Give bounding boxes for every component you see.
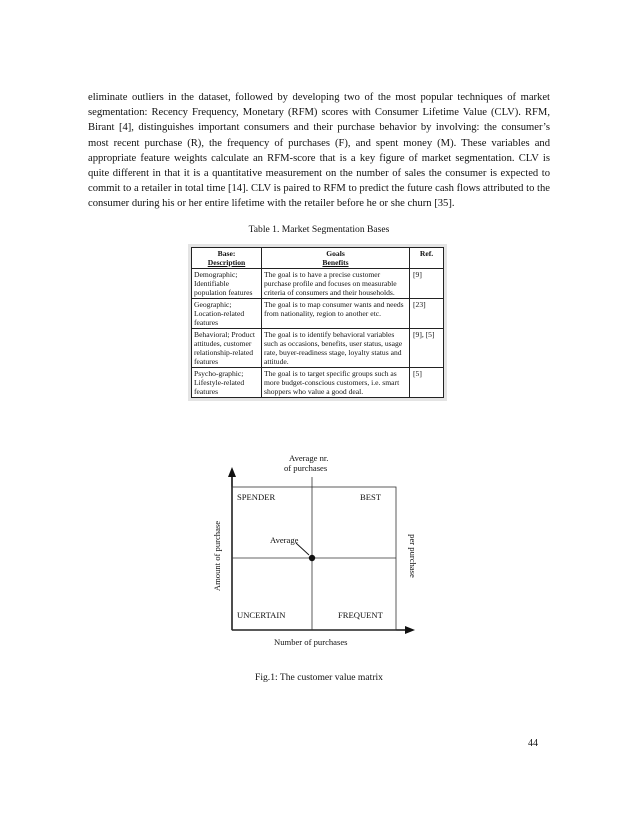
table-row <box>192 269 444 299</box>
header-goals-bottom: Benefits <box>322 258 349 267</box>
matrix-diagram <box>212 455 427 660</box>
row-ref: [23] <box>410 299 444 329</box>
header-base <box>192 248 262 269</box>
header-base-top: Base: <box>217 249 236 258</box>
header-base-bottom: Description <box>207 258 246 267</box>
x-axis-arrowhead <box>405 626 415 634</box>
row-goal: The goal is to map consumer wants and needs from nationality, region to another etc. <box>262 299 410 329</box>
body-paragraph: eliminate outliers in the dataset, followed by developing two of the most popular techniques of market segmentation: Recency Frequency, Monetary (RFM) scores with Consumer Lifetime Value (CLV). RFM, Birant [4], distinguishes important consumers and their purchase behavior by involving: the consumer’s most recent purchase (R), the frequency of purchases (F), and spent money (M). These variables and appropriate feature weights calculate an RFM-score that is a key figure of market segmentation. CLV is quite different in that it is a quantitative measurement on the number of sales the consumer is expected to commit to a retailer in total time [14]. CLV is paired to RFM to predict the future cash flows attributed to the consumer during his or her entire lifetime with the retailer before he or she churn [35]. <box>88 92 550 210</box>
row-ref: [9] <box>410 269 444 299</box>
customer-value-matrix <box>212 455 427 660</box>
average-point <box>309 555 315 561</box>
center-average-label: Average <box>270 535 299 545</box>
row-base: Behavioral; Product attitudes, customer relationship-related features <box>192 329 262 368</box>
quadrant-best: BEST <box>360 492 382 502</box>
table-row <box>192 368 444 398</box>
row-ref: [5] <box>410 368 444 398</box>
header-goals-top: Goals <box>326 249 345 258</box>
table-row <box>192 329 444 368</box>
row-base: Demographic; Identifiable population features <box>192 269 262 299</box>
table-row <box>192 299 444 329</box>
header-ref-label: Ref. <box>419 249 434 258</box>
row-goal: The goal is to target specific groups such as more budget-conscious customers, i.e. smart shoppers who value a good deal. <box>262 368 410 398</box>
quadrant-uncertain: UNCERTAIN <box>237 610 286 620</box>
right-axis-label: per purchase <box>408 534 418 578</box>
header-ref <box>410 248 444 269</box>
figure-caption: Fig.1: The customer value matrix <box>255 672 383 683</box>
table-header-row <box>192 248 444 269</box>
row-base: Psycho-graphic; Lifestyle-related features <box>192 368 262 398</box>
table-caption: Table 1. Market Segmentation Bases <box>248 224 390 235</box>
row-ref: [9], [5] <box>410 329 444 368</box>
quadrant-spender: SPENDER <box>237 492 276 502</box>
page-number: 44 <box>528 738 538 749</box>
left-axis-label: Amount of purchase <box>212 520 222 592</box>
top-axis-label-2: of purchases <box>284 463 328 473</box>
segmentation-table <box>191 247 444 398</box>
row-goal: The goal is to have a precise customer purchase profile and focuses on measurable criteria of consumers and their households. <box>262 269 410 299</box>
quadrant-frequent: FREQUENT <box>338 610 383 620</box>
header-goals <box>262 248 410 269</box>
top-axis-label-1: Average nr. <box>289 453 329 463</box>
row-base: Geographic; Location-related features <box>192 299 262 329</box>
row-goal: The goal is to identify behavioral variables such as occasions, benefits, user status, usage rate, buyer-readiness stage, loyalty status and attitude. <box>262 329 410 368</box>
bottom-axis-label: Number of purchases <box>274 637 348 647</box>
